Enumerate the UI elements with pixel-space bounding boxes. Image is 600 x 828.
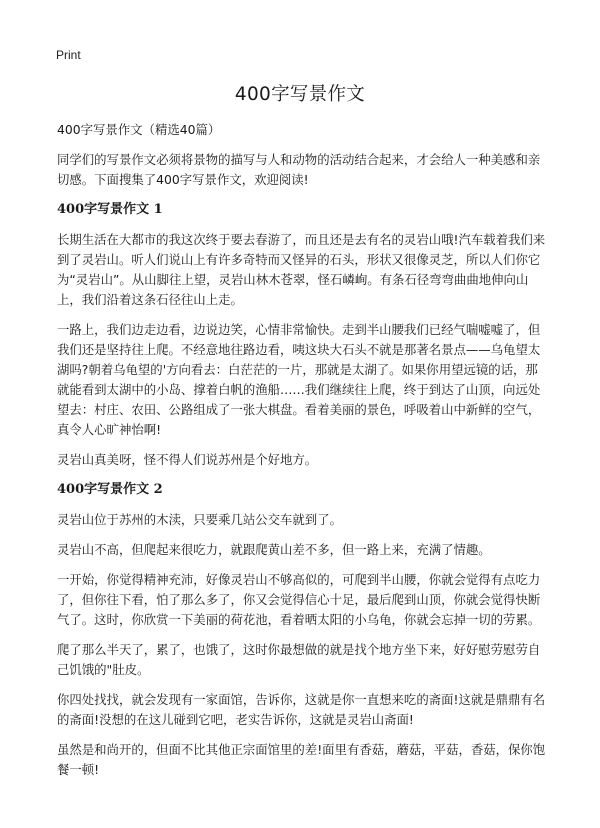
article-subtitle: 400字写景作文（精选40篇）	[57, 122, 221, 137]
paragraph: 灵岩山位于苏州的木渎，只要乘几站公交车就到了。	[57, 512, 342, 527]
paragraph: 一路上，我们边走边看，边说边笑，心情非常愉快。走到半山腰我们已经气喘嘘嘘了，但我们还是坚持往上爬。不经意地往路边看，咦这块大石头不就是那著名景点——乌龟望太湖吗?朝着乌龟望的'方向看去：白茫茫的一片，那就是太湖了。如果你用望远镜的话，那就能看到太湖中的小岛、撑着白帆的渔船……我们继续往上爬，终于到达了山顶，向远处望去：村庄、农田、公路组成了一张大棋盘。看着美丽的景色，呼吸着山中新鲜的空气，真令人心旷神怡啊!	[57, 322, 541, 437]
paragraph: 长期生活在大都市的我这次终于要去春游了，而且还是去有名的灵岩山哦!汽车载着我们来到了灵岩山。听人们说山上有许多奇特而又怪异的石头，形状又很像灵芝，所以人们你它为“灵岩山”。从山脚往上望，灵岩山林木苍翠，怪石嶙峋。有条石径弯弯曲曲地伸向山上，我们沿着这条石径往山上走。	[57, 232, 546, 307]
paragraph: 你四处找找，就会发现有一家面馆，告诉你，这就是你一直想来吃的斋面!这就是鼎鼎有名的斋面!没想的在这儿碰到它吧，老实告诉你，这就是灵岩山斋面!	[57, 692, 546, 727]
section-1-heading: 400字写景作文 1	[57, 202, 163, 217]
paragraph: 灵岩山真美呀，怪不得人们说苏州是个好地方。	[57, 452, 318, 467]
section-2-heading: 400字写景作文 2	[57, 482, 163, 497]
article-body	[57, 120, 547, 790]
print-link[interactable]: Print	[56, 48, 81, 62]
paragraph: 一开始，你觉得精神充沛，好像灵岩山不够高似的，可爬到半山腰，你就会觉得有点吃力了，但你往下看，怕了那么多了，你又会觉得信心十足，最后爬到山顶，你就会觉得快断气了。这时，你欣赏一下美丽的荷花池，看着晒太阳的小乌龟，你就会忘掉一切的劳累。	[57, 572, 541, 627]
page-title: 400字写景作文	[234, 84, 366, 105]
intro-paragraph: 同学们的写景作文必须将景物的描写与人和动物的活动结合起来，才会给人一种美感和亲切感。下面搜集了400字写景作文，欢迎阅读!	[57, 152, 541, 187]
paragraph: 虽然是和尚开的，但面不比其他正宗面馆里的差!面里有香菇，蘑菇，平菇，香菇，保你饱餐一顿!	[57, 742, 546, 777]
paragraph: 灵岩山不高，但爬起来很吃力，就跟爬黄山差不多，但一路上来，充满了情趣。	[57, 542, 491, 557]
paragraph: 爬了那么半天了，累了，也饿了，这时你最想做的就是找个地方坐下来，好好慰劳慰劳自己饥饿的"肚皮。	[57, 642, 541, 677]
